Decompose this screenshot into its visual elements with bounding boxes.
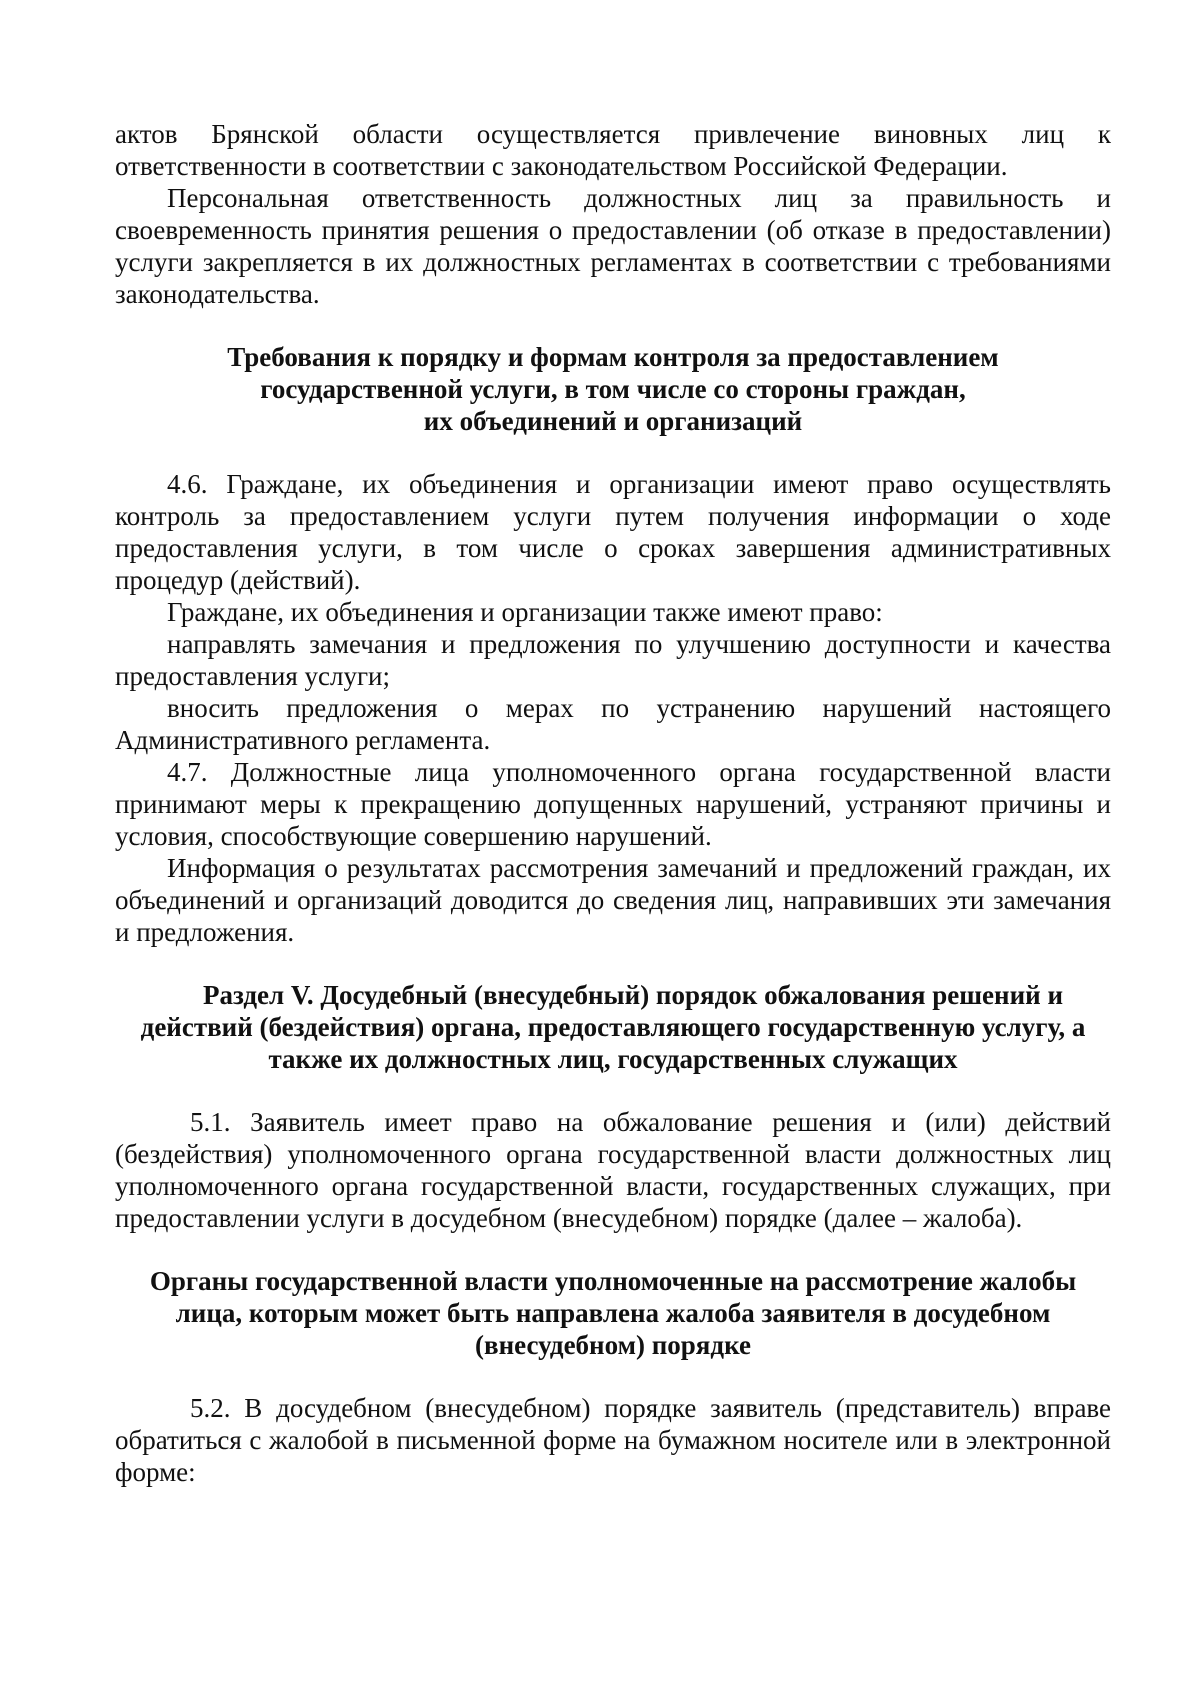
heading-line: Раздел V. Досудебный (внесудебный) порядок обжалования решений и: [202, 980, 1064, 1010]
paragraph-5-2: 5.2. В досудебном (внесудебном) порядке заявитель (представитель) вправе обратиться с жалобой в письменной форме на бумажном носителе или в электронной форме:: [115, 1393, 1111, 1487]
paragraph-4-6: 4.6. Граждане, их объединения и организации имеют право осуществлять контроль за предоставлением услуги путем получения информации о ходе предоставления услуги, в том числе о сроках завершения административных процедур (действий).: [115, 469, 1111, 595]
document-page: [115, 118, 1111, 1488]
intro-paragraph-2: Персональная ответственность должностных лиц за правильность и своевременность принятия решения о предоставлении (об отказе в предоставлении) услуги закрепляется в их должностных регламентах в соответствии с требованиями законодательства.: [115, 183, 1111, 309]
section-v-heading: [115, 979, 1111, 1075]
rights-intro-paragraph: Граждане, их объединения и организации также имеют право:: [167, 597, 883, 627]
heading-line: государственной услуги, в том числе со стороны граждан,: [260, 374, 966, 404]
heading-line: действий (бездействия) органа, предоставляющего государственную услугу, а: [140, 1012, 1086, 1042]
heading-line: Требования к порядку и формам контроля за предоставлением: [227, 342, 999, 372]
heading-line: (внесудебном) порядке: [475, 1330, 751, 1360]
paragraph-4-7: 4.7. Должностные лица уполномоченного органа государственной власти принимают меры к прекращению допущенных нарушений, устраняют причины и условия, способствующие совершению нарушений.: [115, 757, 1111, 851]
results-paragraph: Информация о результатах рассмотрения замечаний и предложений граждан, их объединений и организаций доводится до сведения лиц, направивших эти замечания и предложения.: [115, 853, 1111, 947]
rights-item-1: направлять замечания и предложения по улучшению доступности и качества предоставления услуги;: [115, 629, 1111, 691]
heading-line: их объединений и организаций: [423, 406, 803, 436]
heading-line: Органы государственной власти уполномоченные на рассмотрение жалобы: [149, 1266, 1077, 1296]
heading-line: также их должностных лиц, государственных служащих: [268, 1044, 958, 1074]
intro-paragraph-1: актов Брянской области осуществляется привлечение виновных лиц к ответственности в соответствии с законодательством Российской Федерации.: [115, 119, 1111, 181]
rights-item-2: вносить предложения о мерах по устранению нарушений настоящего Административного регламента.: [115, 693, 1111, 755]
paragraph-5-1: 5.1. Заявитель имеет право на обжалование решения и (или) действий (бездействия) уполномоченного органа государственной власти должностных лиц уполномоченного органа государственной власти, государственных служащих, при предоставлении услуги в досудебном (внесудебном) порядке (далее – жалоба).: [115, 1107, 1111, 1233]
control-section-heading: [115, 341, 1111, 437]
bodies-section-heading: [115, 1265, 1111, 1361]
heading-line: лица, которым может быть направлена жалоба заявителя в досудебном: [175, 1298, 1051, 1328]
